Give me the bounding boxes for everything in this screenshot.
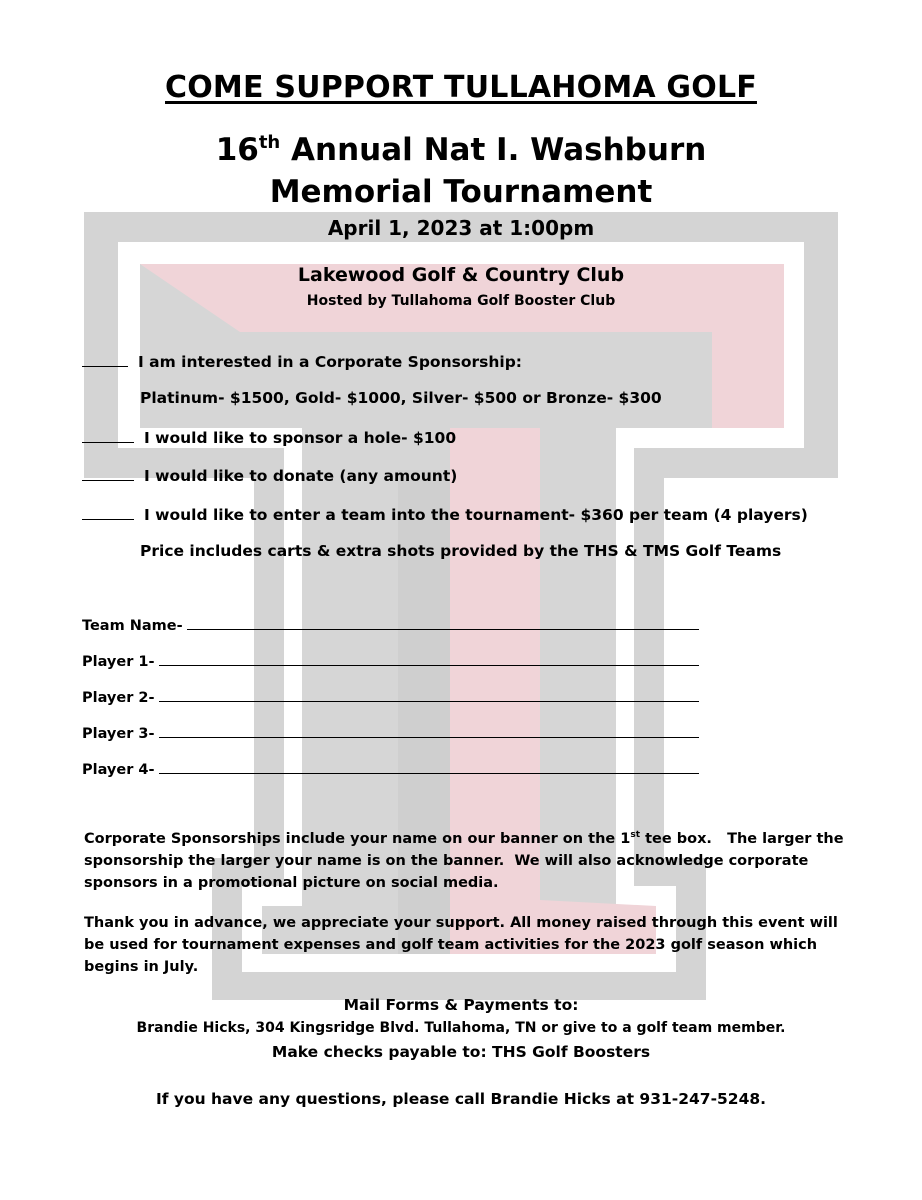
player-1-line[interactable] [159,651,699,666]
paragraph-text: Corporate Sponsorships include your name on our banner on the 1 [84,831,631,847]
option-sponsor-hole [82,428,456,447]
player-2-line[interactable] [159,687,699,702]
team-name-line[interactable] [187,615,699,630]
mail-heading: Mail Forms & Payments to: [343,996,579,1014]
venue-name: Lakewood Golf & Country Club [297,264,625,286]
field-label: Player 4- [82,762,155,778]
player-1-field [82,651,699,670]
player-2-field [82,687,699,706]
checkbox-blank[interactable] [82,505,134,520]
tournament-title-line2: Memorial Tournament [269,174,653,210]
ordinal-suffix: st [630,830,641,841]
team-price-note: Price includes carts & extra shots provided by the THS & TMS Golf Teams [140,542,782,560]
mail-address: Brandie Hicks, 304 Kingsridge Blvd. Tullahoma, TN or give to a golf team member. [136,1020,786,1036]
field-label: Player 1- [82,654,155,670]
checkbox-blank[interactable] [82,466,134,481]
questions-contact: If you have any questions, please call Brandie Hicks at 931-247-5248. [155,1090,767,1108]
tournament-title-line1 [0,132,922,168]
team-name-field [82,615,699,634]
option-corporate-sponsorship [82,352,522,371]
paragraph-text: tee box. The larger the sponsorship the larger your name is on the banner. We will also acknowledge corporate sponsors in a promotional picture on social media. [84,831,849,891]
checks-payable: Make checks payable to: THS Golf Boosters [271,1043,651,1061]
option-label: I would like to enter a team into the tournament- $360 per team (4 players) [144,506,808,524]
field-label: Player 2- [82,690,155,706]
thanks-paragraph: Thank you in advance, we appreciate your support. All money raised through this event will be used for tournament expenses and golf team activities for the 2023 golf season which begins in July. [84,915,838,975]
option-label: I am interested in a Corporate Sponsorship: [138,353,522,371]
checkbox-blank[interactable] [82,428,134,443]
field-label: Team Name- [82,618,183,634]
event-date-time: April 1, 2023 at 1:00pm [327,216,595,240]
sponsorship-levels: Platinum- $1500, Gold- $1000, Silver- $500 or Bronze- $300 [140,389,662,407]
option-label: I would like to sponsor a hole- $100 [144,429,457,447]
title-number: 16 [215,132,259,168]
sponsorship-paragraph [84,828,849,894]
option-donate [82,466,457,485]
player-3-line[interactable] [159,723,699,738]
header-banner: COME SUPPORT TULLAHOMA GOLF [165,70,757,105]
option-label: I would like to donate (any amount) [144,467,458,485]
field-label: Player 3- [82,726,155,742]
player-4-field [82,759,699,778]
player-3-field [82,723,699,742]
title-ordinal-suffix: th [258,132,281,153]
title-text: Annual Nat I. Washburn [280,132,707,168]
option-enter-team [82,505,808,524]
checkbox-blank[interactable] [82,352,128,367]
host-line: Hosted by Tullahoma Golf Booster Club [306,293,616,309]
player-4-line[interactable] [159,759,699,774]
